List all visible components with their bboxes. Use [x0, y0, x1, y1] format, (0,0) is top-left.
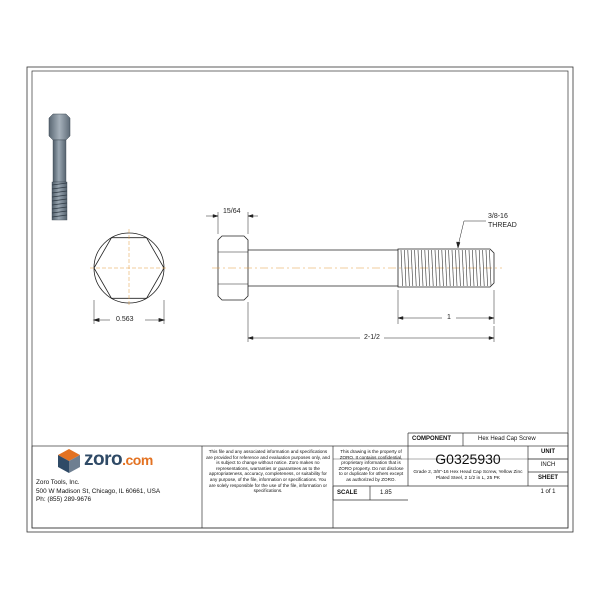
sheet-value: 1 of 1: [540, 489, 556, 495]
logo-suffix: .com: [122, 452, 153, 468]
dim-thread-length-label: 1: [447, 314, 451, 321]
thread-line: [466, 250, 468, 286]
unit-value: INCH: [540, 462, 556, 468]
scale-label: SCALE: [337, 490, 358, 496]
bolt-3d-view: [49, 114, 70, 220]
thread-line: [418, 250, 420, 286]
company-info: [36, 479, 160, 505]
hex-end-view: [90, 229, 168, 324]
thread-lines: [401, 250, 491, 286]
zoro-logo-cube-icon: [58, 449, 80, 473]
part-number: G0325930: [435, 451, 501, 467]
company-address: 500 W Madison St, Chicago, IL 60661, USA: [36, 487, 161, 495]
disclaimer-text: This file and any associated information and specifications are provided for reference and evaluation purposes only, and is subject to change without notice. Zoro makes no representations, warranties or guarantees as to the appropriateness, accuracy, completeness, or suitability for any purpose, of the file, information or specifications. You are solely responsible for the use of the file, information or specifications.: [206, 449, 330, 494]
part-description: Grade 2, 3/8"-16 Hex Head Cap Screw, Yellow Zinc Plated Steel, 2 1/2 in L, 25 PK: [413, 470, 523, 481]
thread-line: [483, 250, 485, 286]
thread-line: [476, 250, 478, 286]
thread-line: [445, 250, 447, 286]
dim-thread-length: [398, 290, 494, 324]
zoro-logo-text: [84, 449, 153, 471]
unit-label: UNIT: [541, 449, 555, 455]
dim-across-flats-label: 0.563: [116, 316, 134, 323]
property-notice: This drawing is the property of ZORO. It contains confidential, proprietary information that is ZORO property. Do not disclose to or duplicate for others except as authorized by ZORO.: [338, 449, 404, 482]
thread-line: [401, 250, 403, 286]
thread-callout-label: THREAD: [488, 222, 517, 229]
scale-value: 1.85: [380, 490, 392, 496]
logo-brand: zoro: [84, 449, 123, 470]
thread-callout-size: 3/8-16: [488, 213, 508, 220]
component-label: COMPONENT: [412, 436, 451, 442]
company-name: Zoro Tools, Inc.: [36, 479, 80, 486]
dim-overall-length-label: 2-1/2: [364, 334, 380, 341]
sheet-label: SHEET: [537, 475, 558, 481]
dim-head-height-label: 15/64: [223, 208, 241, 215]
thread-line: [428, 250, 430, 286]
thread-leader: [457, 221, 487, 248]
dim-head-height: [206, 212, 258, 234]
company-phone: Ph: (855) 289-9676: [36, 496, 92, 504]
component-value: Hex Head Cap Screw: [478, 436, 536, 442]
